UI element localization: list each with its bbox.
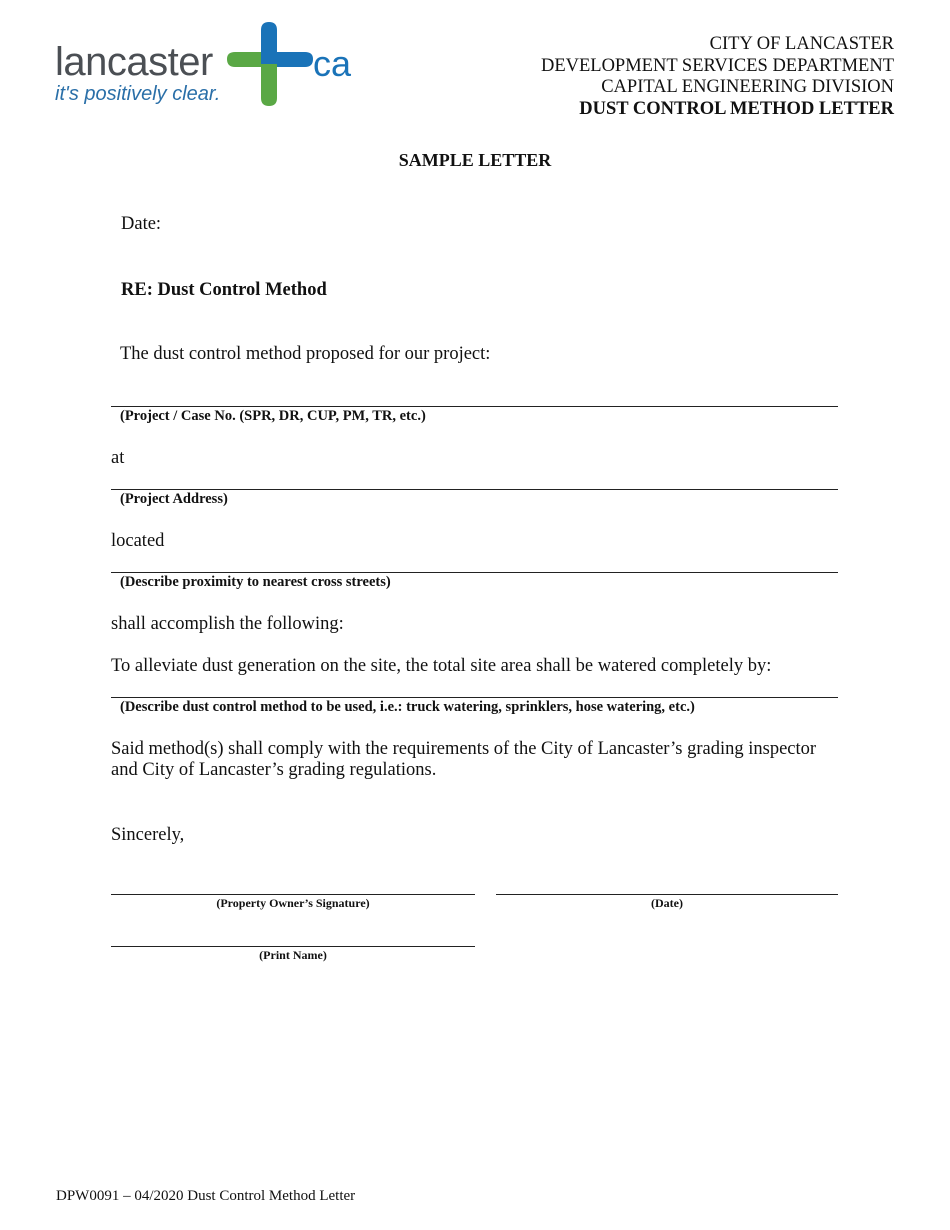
lancaster-logo xyxy=(55,22,365,122)
alleviate-text: To alleviate dust generation on the site, the total site area shall be watered completely by: xyxy=(111,656,772,676)
date-signature-caption: (Date) xyxy=(651,896,683,910)
comply-text xyxy=(111,739,816,781)
logo-wordmark: lancaster xyxy=(55,40,213,84)
intro-text: The dust control method proposed for our project: xyxy=(120,344,491,364)
header-division: CAPITAL ENGINEERING DIVISION xyxy=(601,77,894,97)
department-header xyxy=(541,34,894,120)
project-case-line[interactable] xyxy=(111,406,838,407)
header-department: DEVELOPMENT SERVICES DEPARTMENT xyxy=(540,55,894,76)
accomplish-text: shall accomplish the following: xyxy=(111,614,344,634)
re-line: RE: Dust Control Method xyxy=(121,280,327,300)
method-line[interactable] xyxy=(111,697,838,698)
owner-signature-caption: (Property Owner’s Signature) xyxy=(216,896,370,910)
at-text: at xyxy=(111,448,125,468)
proximity-caption: (Describe proximity to nearest cross streets) xyxy=(120,574,391,590)
project-address-line[interactable] xyxy=(111,489,838,490)
page-title: SAMPLE LETTER xyxy=(398,150,552,170)
logo-tagline: it's positively clear. xyxy=(55,83,221,105)
project-case-caption: (Project / Case No. (SPR, DR, CUP, PM, TR, etc.) xyxy=(120,408,426,424)
owner-signature-line[interactable] xyxy=(111,894,475,895)
print-name-caption: (Print Name) xyxy=(259,948,327,962)
print-name-line[interactable] xyxy=(111,946,475,947)
header-city: CITY OF LANCASTER xyxy=(709,34,894,54)
plus-cross-icon xyxy=(227,22,313,106)
comply-line-1: Said method(s) shall comply with the requirements of the City of Lancaster’s grading inspector xyxy=(111,739,817,759)
method-caption: (Describe dust control method to be used, i.e.: truck watering, sprinklers, hose watering, etc.) xyxy=(120,699,695,715)
date-label: Date: xyxy=(121,214,162,234)
logo-suffix: ca xyxy=(313,43,352,84)
located-text: located xyxy=(111,531,165,551)
sincerely-text: Sincerely, xyxy=(111,825,185,845)
date-signature-line[interactable] xyxy=(496,894,838,895)
header-document-title: DUST CONTROL METHOD LETTER xyxy=(579,98,894,119)
proximity-line[interactable] xyxy=(111,572,838,573)
comply-line-2: and City of Lancaster’s grading regulations. xyxy=(111,760,437,780)
footer-form-id: DPW0091 – 04/2020 Dust Control Method Letter xyxy=(56,1188,356,1204)
project-address-caption: (Project Address) xyxy=(120,491,228,507)
